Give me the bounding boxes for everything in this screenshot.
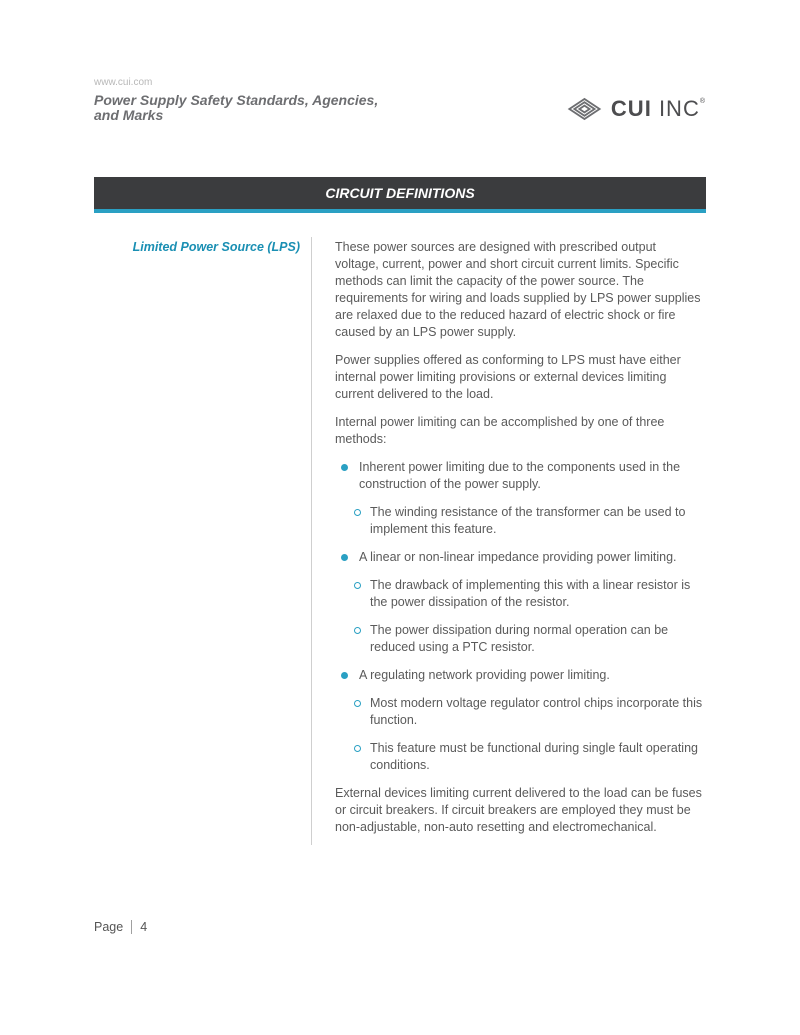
sub-list-item: [335, 695, 703, 729]
hollow-bullet-icon: [354, 627, 361, 634]
bullet-icon: [341, 464, 348, 471]
list-item-text: A linear or non-linear impedance providing power limiting.: [359, 550, 677, 564]
closing-paragraph: External devices limiting current delivered to the load can be fuses or circuit breakers. If circuit breakers are employed they must be non-adjustable, non-auto resetting and electromechanical.: [335, 786, 702, 834]
sub-list-item-text: The power dissipation during normal operation can be reduced using a PTC resistor.: [370, 623, 669, 654]
hollow-bullet-icon: [354, 700, 361, 707]
bullet-icon: [341, 554, 348, 561]
list-item: [335, 549, 703, 566]
cui-stacked-squares-logo-icon: [566, 93, 603, 125]
footer-separator: [131, 920, 132, 934]
logo-word-inc: INC: [658, 96, 700, 121]
sub-list-item: [335, 740, 703, 774]
logo-registered-mark: ®: [699, 98, 706, 105]
page-label: Page: [94, 920, 124, 934]
column-divider: [311, 237, 312, 845]
cui-logo: [566, 92, 706, 126]
definition-term: Limited Power Source (LPS): [132, 240, 300, 254]
sub-list-item-text: The drawback of implementing this with a linear resistor is the power dissipation of the resistor.: [370, 578, 691, 609]
logo-word-cui: CUI: [610, 96, 652, 121]
list-item-text: A regulating network providing power limiting.: [359, 668, 610, 682]
sub-list-item-text: Most modern voltage regulator control chips incorporate this function.: [370, 696, 703, 727]
sub-list-item: [335, 622, 703, 656]
document-title: Power Supply Safety Standards, Agencies, and Marks: [94, 92, 379, 123]
sub-list-item: [335, 504, 703, 538]
paragraph: Internal power limiting can be accomplished by one of three methods:: [335, 415, 665, 446]
page-number: 4: [140, 920, 148, 934]
definition-body: [335, 239, 703, 847]
list-item-text: Inherent power limiting due to the components used in the construction of the power supply.: [359, 460, 681, 491]
banner-title: CIRCUIT DEFINITIONS: [325, 185, 475, 201]
paragraph: These power sources are designed with prescribed output voltage, current, power and short circuit current limits. Specific methods can limit the capacity of the power source. The requirements for wiring and loads supplied by LPS power supplies are relaxed due to the reduced hazard of electric shock or fire caused by an LPS power supply.: [335, 240, 701, 339]
hollow-bullet-icon: [354, 582, 361, 589]
hollow-bullet-icon: [354, 509, 361, 516]
bullet-icon: [341, 672, 348, 679]
sub-list-item: [335, 577, 703, 611]
list-item: [335, 667, 703, 684]
section-banner: [94, 177, 706, 213]
site-url: www.cui.com: [94, 77, 153, 88]
list-item: [335, 459, 703, 493]
paragraph: Power supplies offered as conforming to LPS must have either internal power limiting provisions or external devices limiting current delivered to the load.: [335, 353, 681, 401]
sub-list-item-text: The winding resistance of the transformer can be used to implement this feature.: [370, 505, 686, 536]
sub-list-item-text: This feature must be functional during single fault operating conditions.: [370, 741, 698, 772]
logo-wordmark: [611, 96, 706, 122]
hollow-bullet-icon: [354, 745, 361, 752]
page-footer: [94, 920, 147, 934]
